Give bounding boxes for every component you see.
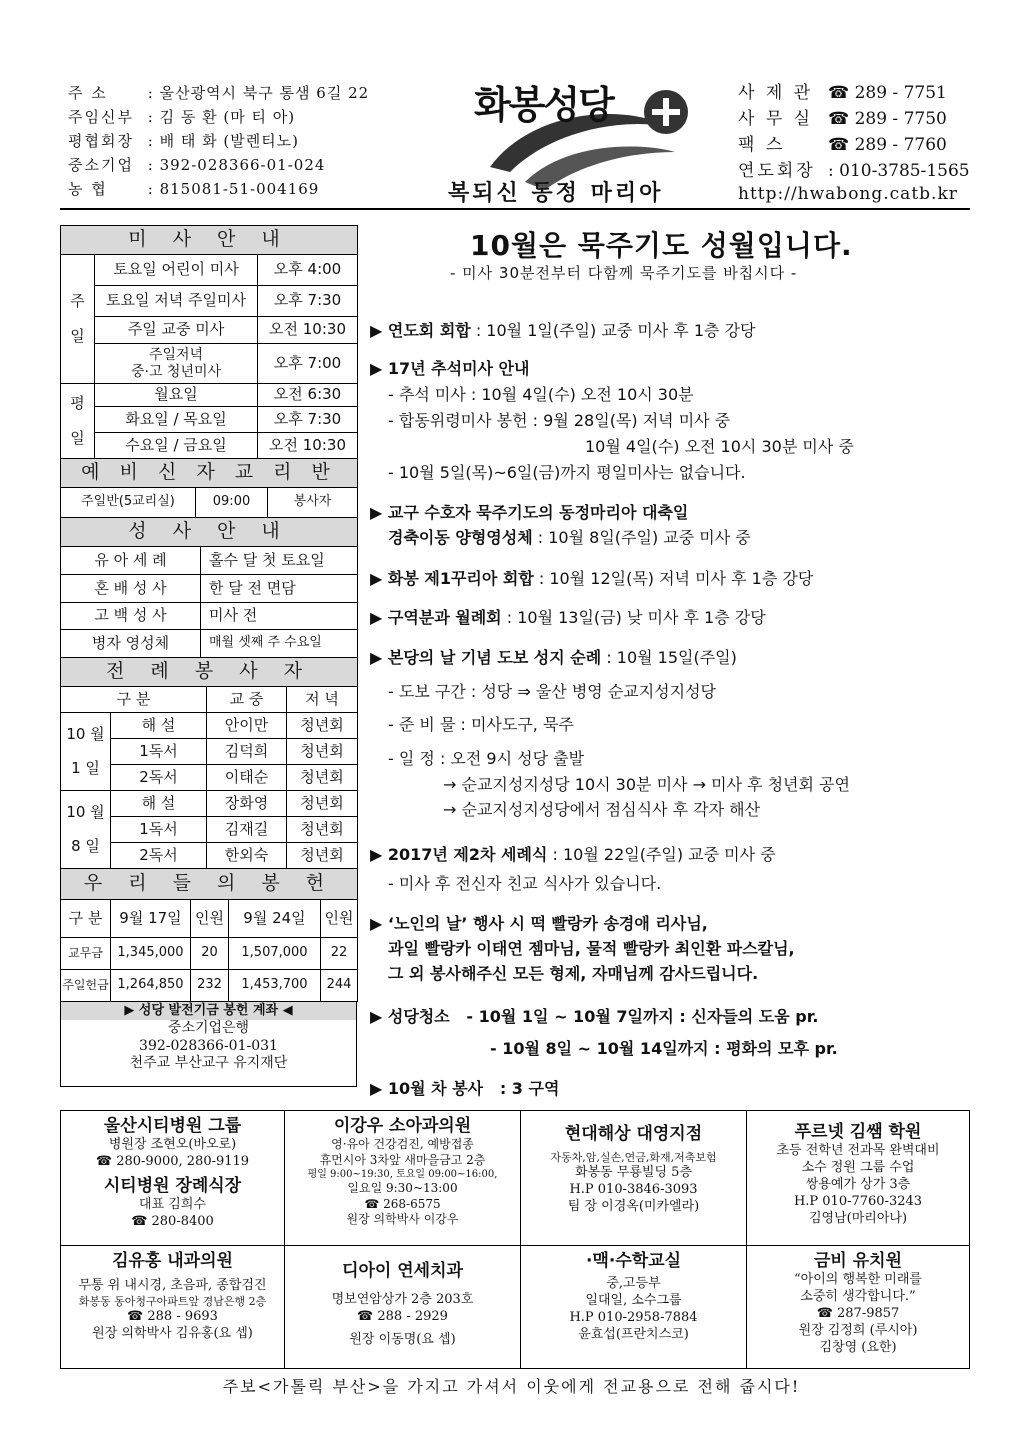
notice-2-line: - 10월 5일(목)~6일(금)까지 평일미사는 없습니다. [388, 463, 746, 482]
offering-head: 인원 [321, 900, 358, 938]
notice-5: ▶ 구역분과 월례회 : 10월 13일(금) 낮 미사 후 1층 강당 [370, 608, 766, 627]
servers-person: 청년회 [287, 817, 358, 843]
header-info-row: 농 협 : 815081-51-004169 [68, 180, 320, 198]
mass-time: 오후 7:30 [258, 286, 358, 317]
ad-title: 울산시티병원 그룹 [103, 1116, 242, 1136]
servers-role: 해 설 [111, 713, 207, 739]
ad-pediatrics[interactable] [284, 1110, 521, 1246]
mass-time: 오후 7:30 [258, 407, 358, 433]
notice-6-line: → 순교지성지성당에서 점심식사 후 각자 해산 [443, 800, 761, 819]
mass-name: 토요일 어린이 미사 [95, 255, 258, 286]
mass-name: 화요일 / 목요일 [95, 407, 258, 433]
ad-dental[interactable] [284, 1245, 521, 1369]
servers-table [60, 657, 358, 869]
mass-name: 월요일 [95, 384, 258, 407]
servers-person: 장화영 [207, 791, 287, 817]
left-column [60, 225, 357, 1087]
offering-cell: 1,507,000 [229, 938, 321, 970]
fund-owner: 천주교 부산교구 유지재단 [129, 1055, 288, 1072]
servers-role: 2독서 [111, 765, 207, 791]
sacrament-name: 유 아 세 례 [61, 547, 201, 575]
ad-line: 원장 의학박사 김유홍(요 셉) [92, 1326, 253, 1342]
fund-box [60, 1001, 357, 1087]
offering-head: 9월 17일 [111, 900, 191, 938]
ad-line: 명보연암상가 2층 203호 [331, 1292, 474, 1308]
ad-line: ☎ 280-9000, 280-9119 [95, 1153, 250, 1169]
servers-role: 해 설 [111, 791, 207, 817]
fund-bank: 중소기업은행 [167, 1020, 250, 1037]
notice-6-line: - 일 정 : 오전 9시 성당 출발 [388, 749, 585, 768]
ad-line: 팀 장 이경옥(미카엘라) [567, 1199, 700, 1215]
servers-person: 이태순 [207, 765, 287, 791]
notice-6-line: → 순교지성지성당 10시 30분 미사 → 미사 후 청년회 공연 [443, 775, 850, 794]
logo-subtitle: 복되신 동정 마리아 [448, 181, 664, 206]
header-info-row: 평협회장 : 배 태 화 (발렌티노) [68, 132, 300, 150]
notice-3-line: 경축이동 양형영성체 : 10월 8일(주일) 교중 미사 중 [388, 528, 751, 547]
ad-line: 원장 이동명(요 셉) [349, 1331, 456, 1347]
offering-cell: 20 [191, 938, 229, 970]
catechumen-staff: 봉사자 [268, 488, 358, 518]
ad-line: 초등 전학년 전과목 완벽대비 [776, 1143, 940, 1159]
ad-city-hospital[interactable] [60, 1110, 285, 1246]
ad-line: 무통 위 내시경, 초음파, 종합검진 [78, 1278, 267, 1294]
notice-8-line: 그 외 봉사해주신 모든 형제, 자매님께 감사드립니다. [388, 964, 759, 983]
servers-person: 안이만 [207, 713, 287, 739]
ad-line: 중,고등부 [606, 1276, 661, 1292]
ad-line: 휴먼시아 3차앞 새마을금고 2층 [319, 1152, 486, 1167]
ad-line: 소수 정원 그룹 수업 [801, 1159, 915, 1175]
ad-line: 자동차,암,실손,연금,화재,저축보험 [550, 1151, 717, 1165]
notice-7: ▶ 2017년 제2차 세례식 : 10월 22일(주일) 교중 미사 중 [370, 845, 776, 864]
servers-role: 1독서 [111, 739, 207, 765]
ad-line: ☎ 280-8400 [131, 1213, 214, 1229]
servers-person: 김덕희 [207, 739, 287, 765]
servers-head: 교 중 [207, 687, 287, 713]
servers-person: 한외숙 [207, 843, 287, 869]
ad-line: 영·유아 건강검진, 예방접종 [331, 1137, 474, 1152]
servers-person: 청년회 [287, 791, 358, 817]
mass-time: 오후 4:00 [258, 255, 358, 286]
notice-7-line: - 미사 후 전신자 친교 식사가 있습니다. [388, 874, 662, 893]
header-contact-row: 사 무 실 ☎ 289 - 7750 [738, 109, 947, 129]
servers-date: 10 월 8 일 [61, 791, 111, 869]
catechumen-class: 주일반(5교리실) [61, 488, 196, 518]
page-title: 10월은 묵주기도 성월입니다. [470, 229, 853, 262]
ad-title: 금비 유치원 [813, 1251, 903, 1271]
ad-line: H.P 010-3846-3093 [569, 1182, 698, 1198]
notice-9: ▶ 성당청소 - 10월 1일 ~ 10월 7일까지 : 신자들의 도움 pr. [370, 1007, 819, 1026]
servers-head: 저 녁 [287, 687, 358, 713]
servers-head: 구 분 [61, 687, 207, 713]
sunday-label: 주 일 [61, 255, 95, 384]
ad-line: “아이의 행복한 미래를 [794, 1272, 922, 1288]
ad-line: 김창영 (요한) [819, 1339, 897, 1355]
header-contact-row: 팩 스 ☎ 289 - 7760 [738, 135, 947, 155]
ad-title: 디아이 연세치과 [342, 1261, 463, 1281]
servers-person: 청년회 [287, 765, 358, 791]
mass-time: 오전 10:30 [258, 433, 358, 459]
notice-8: ▶ ‘노인의 날’ 행사 시 떡 빨랑카 송경애 리사님, [370, 914, 708, 933]
mass-name: 수요일 / 금요일 [95, 433, 258, 459]
sacrament-info: 한 달 전 면담 [201, 575, 358, 603]
notice-1: ▶ 연도회 회합 : 10월 1일(주일) 교중 미사 후 1층 강당 [370, 321, 756, 340]
sacrament-info: 홀수 달 첫 토요일 [201, 547, 358, 575]
notice-2-line: 10월 4일(수) 오전 10시 30분 미사 중 [585, 437, 854, 456]
notice-6: ▶ 본당의 날 기념 도보 성지 순례 : 10월 15일(주일) [370, 648, 737, 667]
ad-title: 이강우 소아과의원 [333, 1116, 472, 1136]
page-subtitle: - 미사 30분전부터 다함께 묵주기도를 바칩시다 - [450, 264, 798, 282]
offering-cell: 교무금 [61, 938, 111, 970]
logo-title: 화봉성당 [474, 83, 613, 127]
offering-title: 우 리 들 의 봉 헌 [61, 869, 358, 900]
offering-cell: 244 [321, 970, 358, 1002]
ad-line: 일대일, 소수그룹 [585, 1292, 682, 1308]
fund-title: ▶ 성당 발전기금 봉헌 계좌 ◀ [61, 1002, 356, 1020]
sacrament-name: 고 백 성 사 [61, 603, 201, 630]
header-url[interactable]: http://hwabong.catb.kr [738, 184, 958, 204]
header-contact-row: 사 제 관 ☎ 289 - 7751 [738, 83, 947, 103]
footer-message: 주보<가톨릭 부산>을 가지고 가셔서 이웃에게 전교용으로 전해 줍시다! [222, 1377, 801, 1396]
notice-2-line: - 추석 미사 : 10월 4일(수) 오전 10시 30분 [388, 385, 694, 404]
ad-line: 병원장 조현오(바오로) [108, 1137, 237, 1153]
offering-head: 구 분 [61, 900, 111, 938]
servers-title: 전 례 봉 사 자 [61, 658, 358, 687]
notice-2: ▶ 17년 추석미사 안내 [370, 359, 530, 378]
notice-9-line: - 10월 8일 ~ 10월 14일까지 : 평화의 모후 pr. [490, 1039, 838, 1058]
ad-line: 원장 김정희 (루시아) [798, 1322, 918, 1338]
mass-time: 오후 7:00 [258, 344, 358, 384]
sacrament-info: 매월 셋째 주 수요일 [201, 630, 358, 658]
ad-line: 평일 9:00~19:30, 토요일 09:00~16:00, [307, 1169, 498, 1181]
header-contact-row: 연도회장 : 010-3785-1565 [738, 161, 970, 181]
offering-cell: 232 [191, 970, 229, 1002]
ad-title: ·맥·수학교실 [585, 1251, 682, 1271]
sacraments-table [60, 517, 358, 658]
notice-8-line: 과일 빨랑카 이태연 젬마님, 물적 빨랑카 최인환 파스칼님, [388, 939, 795, 958]
ad-line: ☎ 288 - 9693 [127, 1309, 218, 1325]
notice-2-line: - 합동위령미사 봉헌 : 9월 28일(목) 저녁 미사 중 [388, 411, 731, 430]
catechumen-title: 예 비 신 자 교 리 반 [61, 459, 358, 488]
ad-line: 대표 김희수 [139, 1196, 206, 1212]
notice-6-line: - 준 비 물 : 미사도구, 묵주 [388, 715, 574, 734]
ad-line: ☎ 287-9857 [816, 1305, 900, 1321]
ad-line: ☎ 288 - 2929 [357, 1308, 448, 1324]
sacraments-title: 성 사 안 내 [61, 518, 358, 547]
header-info-row: 주임신부 : 김 동 환 (마 티 아) [68, 108, 296, 126]
mass-time: 오전 6:30 [258, 384, 358, 407]
servers-person: 김재길 [207, 817, 287, 843]
offering-cell: 1,264,850 [111, 970, 191, 1002]
ad-title: 김유홍 내과의원 [112, 1251, 233, 1271]
sacrament-info: 미사 전 [201, 603, 358, 630]
ad-line: 화봉동 무룡빌딩 5층 [575, 1165, 692, 1181]
offering-head: 9월 24일 [229, 900, 321, 938]
logo [448, 72, 690, 206]
mass-name: 주일저녁 중·고 청년미사 [95, 344, 258, 384]
offering-cell: 1,453,700 [229, 970, 321, 1002]
offering-table [60, 868, 358, 1002]
ad-line: H.P 010-2958-7884 [569, 1309, 698, 1325]
ad-kindergarten[interactable] [746, 1245, 970, 1369]
ad-academy[interactable] [746, 1110, 970, 1246]
ad-line: 김영남(마리아나) [808, 1210, 908, 1226]
ad-line: 윤효섭(프란치스코) [578, 1326, 689, 1342]
ad-line: 쌍용예가 상가 3층 [805, 1176, 911, 1192]
mass-table [60, 225, 358, 459]
mass-name: 토요일 저녁 주일미사 [95, 286, 258, 317]
ad-math[interactable] [520, 1245, 747, 1369]
servers-person: 청년회 [287, 739, 358, 765]
servers-role: 2독서 [111, 843, 207, 869]
ad-title: 현대해상 대영지점 [564, 1124, 703, 1144]
catechumen-table [60, 458, 358, 518]
notice-4: ▶ 화봉 제1꾸리아 회합 : 10월 12일(목) 저녁 미사 후 1층 강당 [370, 569, 814, 588]
ad-line: 소중히 생각합니다.” [800, 1288, 916, 1304]
offering-head: 인원 [191, 900, 229, 938]
ad-line: 원장 의학박사 이강우 [346, 1212, 459, 1227]
ad-insurance[interactable] [520, 1110, 747, 1246]
servers-date: 10 월 1 일 [61, 713, 111, 791]
header-info-row: 중소기업 : 392-028366-01-024 [68, 156, 326, 174]
ad-line: ☎ 268-6575 [364, 1196, 441, 1211]
ad-line: 일요일 9:30~13:00 [347, 1181, 458, 1196]
ad-title: 시티병원 장례식장 [103, 1175, 242, 1196]
weekday-label: 평 일 [61, 384, 95, 459]
fund-account: 392-028366-01-031 [139, 1037, 278, 1054]
ad-title: 푸르넷 김쌤 학원 [794, 1122, 922, 1142]
sacrament-name: 병자 영성체 [61, 630, 201, 658]
header-info-row: 주 소 : 울산광역시 북구 통샘 6길 22 [68, 84, 370, 102]
sacrament-name: 혼 배 성 사 [61, 575, 201, 603]
offering-cell: 22 [321, 938, 358, 970]
notice-3: ▶ 교구 수호자 묵주기도의 동정마리아 대축일 [370, 503, 689, 522]
catechumen-time: 09:00 [196, 488, 268, 518]
mass-name: 주일 교중 미사 [95, 317, 258, 344]
mass-time: 오전 10:30 [258, 317, 358, 344]
servers-person: 청년회 [287, 713, 358, 739]
notice-6-line: - 도보 구간 : 성당 ⇒ 울산 병영 순교지성지성당 [388, 682, 717, 701]
ad-line: 화봉동 동아청구아파트앞 경남은행 2층 [78, 1294, 267, 1308]
mass-title: 미 사 안 내 [61, 226, 358, 255]
offering-cell: 1,345,000 [111, 938, 191, 970]
notice-10: ▶ 10월 차 봉사 : 3 구역 [370, 1079, 560, 1098]
ad-line: H.P 010-7760-3243 [793, 1193, 923, 1209]
ad-internal-medicine[interactable] [60, 1245, 285, 1369]
servers-role: 1독서 [111, 817, 207, 843]
offering-cell: 주일헌금 [61, 970, 111, 1002]
servers-person: 청년회 [287, 843, 358, 869]
